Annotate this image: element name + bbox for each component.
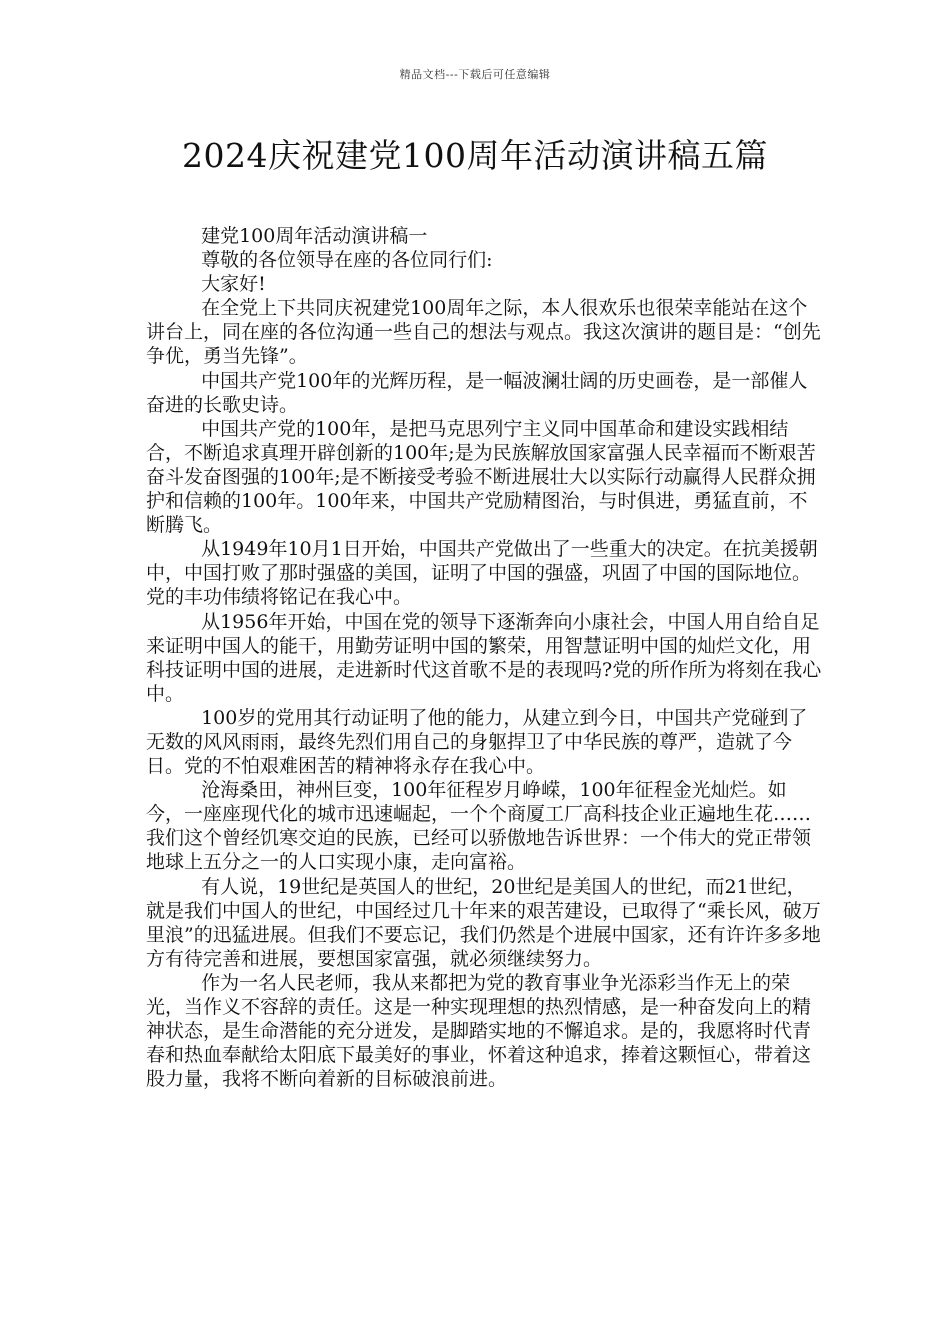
paragraph: 从1949年10月1日开始，中国共产党做出了一些重大的决定。在抗美援朝中，中国打败了那时强盛的美国，证明了中国的强盛，巩固了中国的国际地位。党的丰功伟绩将铭记在我心中。 bbox=[146, 538, 818, 609]
paragraph: 中国共产党的100年，是把马克思列宁主义同中国革命和建设实践相结合，不断追求真理开辟创新的100年;是为民族解放国家富强人民幸福而不断艰苦奋斗发奋图强的100年;是不断接受考验不断进展壮大以实际行动赢得人民群众拥护和信赖的100年。100年来，中国共产党励精图治，与时俱进，勇猛直前，不断腾飞。 bbox=[146, 417, 816, 537]
paragraph: 大家好! bbox=[201, 273, 266, 296]
paragraph: 建党100周年活动演讲稿一 bbox=[201, 225, 428, 247]
paragraph: 100岁的党用其行动证明了他的能力，从建立到今日，中国共产党碰到了无数的风风雨雨，最终先烈们用自己的身躯捍卫了中华民族的尊严，造就了今日。党的不怕艰难困苦的精神将永存在我心中。 bbox=[146, 706, 808, 778]
paragraph: 从1956年开始，中国在党的领导下逐渐奔向小康社会，中国人用自给自足来证明中国人的能干，用勤劳证明中国的繁荣，用智慧证明中国的灿烂文化，用科技证明中国的进展，走进新时代这首歌不是的表现吗?党的所作所为将刻在我心中。 bbox=[146, 610, 822, 705]
paragraph: 中国共产党100年的光辉历程，是一幅波澜壮阔的历史画卷，是一部催人奋进的长歌史诗。 bbox=[146, 369, 808, 416]
paragraph: 在全党上下共同庆祝建党100周年之际，本人很欢乐也很荣幸能站在这个讲台上，同在座的各位沟通一些自己的想法与观点。我这次演讲的题目是：“创先争优，勇当先锋”。 bbox=[146, 297, 821, 368]
paragraph: 有人说，19世纪是英国人的世纪，20世纪是美国人的世纪，而21世纪，就是我们中国人的世纪，中国经过几十年来的艰苦建设，已取得了“乘长风，破万里浪”的迅猛进展。但我们不要忘记，我们仍然是个进展中国家，还有许许多多地方有待完善和进展，要想国家富强，就必须继续努力。 bbox=[146, 875, 821, 970]
paragraph: 作为一名人民老师，我从来都把为党的教育事业争光添彩当作无上的荣光，当作义不容辞的责任。这是一种实现理想的热烈情感，是一种奋发向上的精神状态，是生命潜能的充分迸发，是脚踏实地的不懈追求。是的，我愿将时代青春和热血奉献给太阳底下最美好的事业，怀着这种追求，捧着这颗恒心，带着这股力量，我将不断向着新的目标破浪前进。 bbox=[146, 971, 812, 1091]
header-note: 精品文档---下载后可任意编辑 bbox=[399, 68, 551, 81]
paragraph: 沧海桑田，神州巨变，100年征程岁月峥嵘，100年征程金光灿烂。如今，一座座现代化的城市迅速崛起，一个个商厦工厂高科技企业正遍地生花……我们这个曾经饥寒交迫的民族，已经可以骄傲地告诉世界：一个伟大的党正带领地球上五分之一的人口实现小康，走向富裕。 bbox=[146, 779, 812, 874]
paragraph: 尊敬的各位领导在座的各位同行们: bbox=[201, 249, 493, 272]
document-title: 2024庆祝建党100周年活动演讲稿五篇 bbox=[182, 136, 768, 175]
document-body bbox=[146, 224, 822, 1091]
